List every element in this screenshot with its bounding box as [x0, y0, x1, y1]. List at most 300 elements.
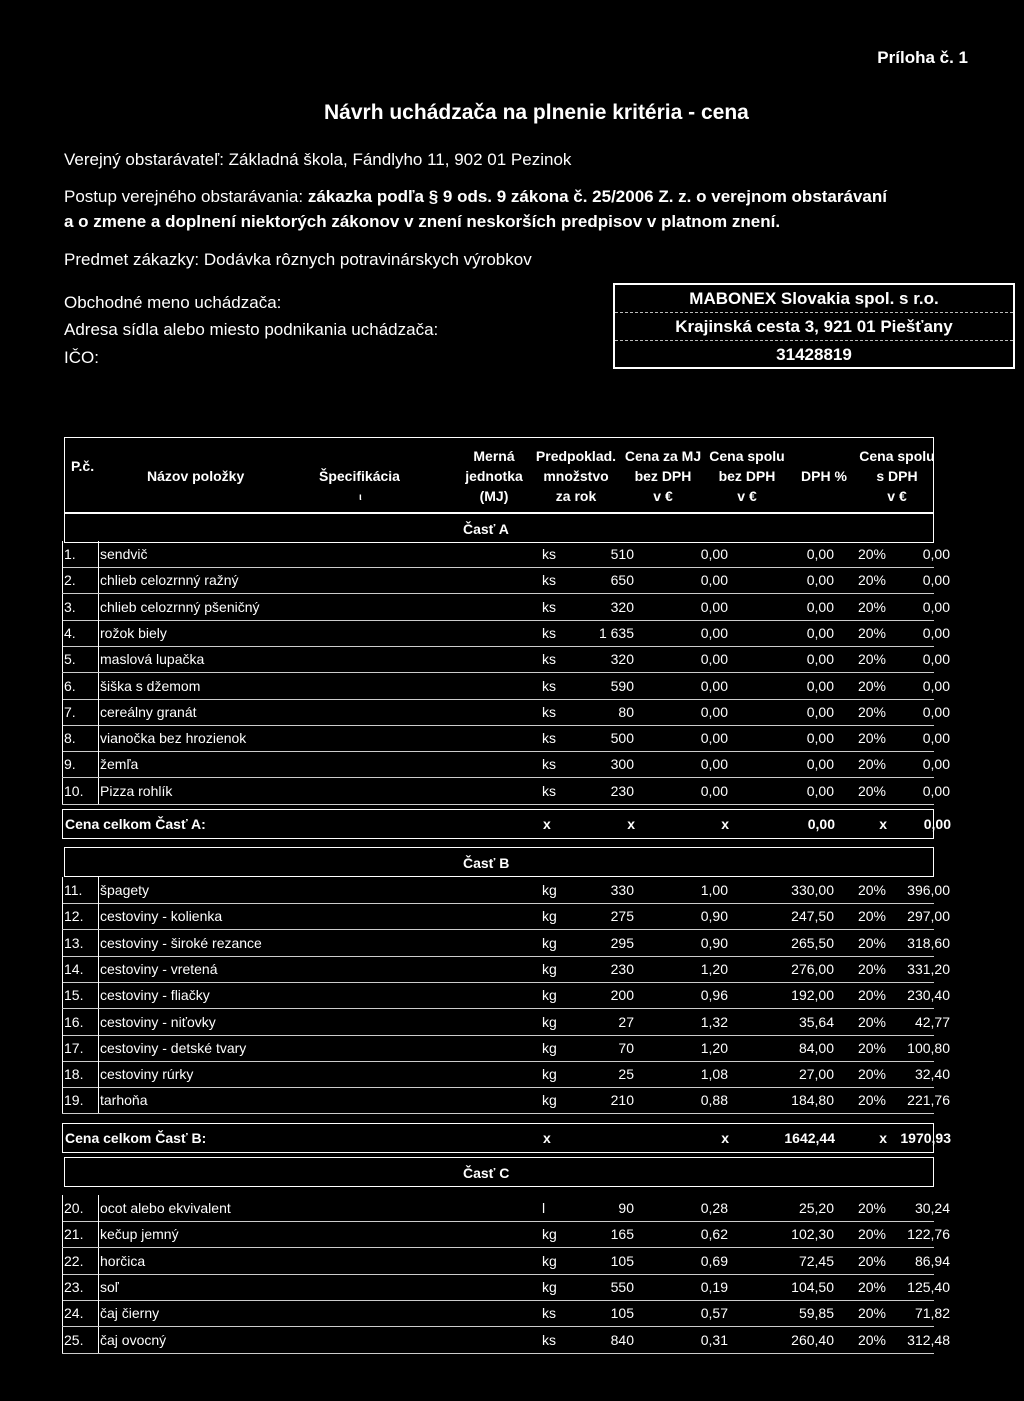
cell-qty: 650 [610, 572, 634, 589]
cell-mj: kg [542, 960, 557, 977]
cell-dph: 20% [857, 1252, 886, 1269]
table-row [62, 673, 950, 700]
table-row [62, 903, 950, 930]
row-number: 16. [64, 1013, 84, 1030]
cell-border [62, 751, 63, 777]
cell-spolu: 265,50 [791, 934, 834, 951]
cell-sdph: 0,00 [922, 624, 950, 641]
item-name: ocot alebo ekvivalent [100, 1200, 231, 1216]
cell-sdph: 312,48 [907, 1331, 950, 1348]
cell-dph: 20% [857, 1039, 886, 1056]
cell-mj: ks [542, 782, 556, 799]
cell-qty: 320 [610, 598, 634, 615]
cell-sdph: 0,00 [922, 572, 950, 589]
cell-spolu: 72,45 [798, 1252, 834, 1269]
bidder-info-box [613, 283, 1015, 369]
cell-cena: 0,69 [700, 1252, 728, 1269]
table-row [62, 930, 950, 957]
cell-cena: 1,00 [700, 882, 728, 898]
item-name: chlieb celozrnný ražný [100, 572, 239, 589]
cell-qty: 80 [618, 703, 634, 720]
table-row [62, 1327, 950, 1354]
item-name: kečup jemný [100, 1226, 179, 1243]
cell-spolu: 0,00 [806, 677, 834, 694]
cell-border [98, 930, 99, 956]
cell-qty: 300 [610, 756, 634, 773]
item-name: horčica [100, 1252, 146, 1269]
item-name: maslová lupačka [100, 651, 205, 668]
table-row [62, 725, 950, 752]
cell-dph: 20% [857, 1305, 886, 1322]
cell-border [98, 673, 99, 699]
cell-cena: 0,31 [700, 1331, 728, 1348]
table-row [62, 1087, 950, 1114]
cell-qty: 510 [610, 546, 634, 562]
row-number: 22. [64, 1252, 84, 1269]
cell-qty: 27 [618, 1013, 634, 1030]
cell-border [62, 673, 63, 699]
item-name: vianočka bez hrozienok [100, 730, 247, 747]
cell-spolu: 0,00 [806, 572, 834, 589]
cell-dph: 20% [857, 1331, 886, 1348]
cell-qty: 330 [610, 882, 634, 898]
cell-mj: kg [542, 1226, 557, 1243]
procedure-label: Postup verejného obstarávania: [64, 187, 304, 206]
cell-sdph: 30,24 [914, 1200, 950, 1216]
cell-cena: 0,00 [700, 546, 728, 562]
cell-sdph: 0,00 [922, 598, 950, 615]
header-dph: DPH % [801, 468, 847, 484]
cell-border [98, 778, 99, 804]
cell-border [62, 930, 63, 956]
cell-spolu: 0,00 [806, 730, 834, 747]
cell-border [98, 1061, 99, 1087]
row-number: 18. [64, 1066, 84, 1083]
cell-cena: 0,28 [700, 1200, 728, 1216]
table-row [62, 699, 950, 726]
cell-sdph: 0,00 [922, 651, 950, 668]
item-name: cestoviny - fliačky [100, 987, 210, 1004]
cell-border [98, 1195, 99, 1221]
part-header [64, 847, 934, 877]
cell-border [98, 541, 99, 567]
part-header [64, 1157, 934, 1187]
attachment-label: Príloha č. 1 [877, 48, 968, 67]
cell-mj: kg [542, 934, 557, 951]
item-name: cestoviny - široké rezance [100, 934, 262, 951]
cell-spolu: 276,00 [791, 960, 834, 977]
cell-border [98, 1087, 99, 1113]
cell-border [62, 1195, 63, 1221]
part-label: Časť A [463, 521, 509, 537]
cell-cena: 0,00 [700, 572, 728, 589]
bidder-ico: 31428819 [776, 345, 852, 364]
procurement-procedure [64, 187, 887, 207]
cell-mj: kg [542, 1092, 557, 1109]
cell-cena: 1,32 [700, 1013, 728, 1030]
cell-cena: 0,96 [700, 987, 728, 1004]
cell-border [62, 1221, 63, 1247]
item-name: cestoviny - detské tvary [100, 1039, 247, 1056]
cell-mj: ks [542, 546, 556, 562]
cell-dph: 20% [857, 1066, 886, 1083]
part-label: Časť B [463, 855, 510, 871]
cell-spolu: 192,00 [791, 987, 834, 1004]
cell-qty: 230 [610, 782, 634, 799]
cell-dph: 20% [857, 651, 886, 668]
row-number: 12. [64, 908, 84, 925]
cell-dph: 20% [857, 782, 886, 799]
row-number: 25. [64, 1331, 84, 1348]
row-number: 3. [64, 598, 76, 615]
bidder-name: MABONEX Slovakia spol. s r.o. [615, 285, 1013, 313]
header-mj-3: (MJ) [479, 488, 509, 504]
item-name: čaj čierny [100, 1305, 160, 1322]
cell-qty: 275 [610, 908, 634, 925]
header-cena [621, 446, 705, 506]
cell-border [62, 903, 63, 929]
cell-qty: 1 635 [598, 624, 634, 641]
total-mj: x [543, 816, 551, 832]
item-name: cereálny granát [100, 703, 197, 720]
table-row [62, 1300, 950, 1327]
cell-border [62, 620, 63, 646]
cell-cena: 0,00 [700, 730, 728, 747]
cell-dph: 20% [857, 624, 886, 641]
item-name: sendvič [100, 546, 148, 562]
item-name: Pizza rohlík [100, 782, 173, 799]
header-qty [531, 446, 621, 506]
total-cena: x [721, 1130, 729, 1146]
cell-mj: ks [542, 756, 556, 773]
table-row [62, 567, 950, 594]
cell-border [98, 877, 99, 903]
cell-qty: 105 [610, 1252, 634, 1269]
cell-sdph: 230,40 [907, 987, 950, 1004]
cell-sdph: 0,00 [922, 677, 950, 694]
cell-sdph: 42,77 [914, 1013, 950, 1030]
header-spolu-3: v € [737, 488, 757, 504]
total-mj: x [543, 1130, 551, 1146]
cell-cena: 0,00 [700, 598, 728, 615]
total-dph: x [879, 816, 887, 832]
table-row [62, 956, 950, 983]
table-row [62, 751, 950, 778]
table-row [62, 620, 950, 647]
table-row [62, 1061, 950, 1088]
cell-dph: 20% [857, 1200, 886, 1216]
header-mj [457, 446, 531, 506]
part-total-row [62, 1123, 951, 1153]
header-pc: P.č. [71, 458, 95, 474]
cell-border [62, 1061, 63, 1087]
cell-border [98, 594, 99, 620]
cell-sdph: 0,00 [922, 703, 950, 720]
cell-mj: kg [542, 908, 557, 925]
item-name: cestoviny - kolienka [100, 908, 223, 925]
cell-cena: 0,00 [700, 782, 728, 799]
cell-sdph: 100,80 [907, 1039, 950, 1056]
total-qty: x [627, 816, 635, 832]
cell-mj: ks [542, 624, 556, 641]
cell-border [62, 1327, 63, 1353]
row-number: 23. [64, 1278, 84, 1295]
row-number: 5. [64, 651, 76, 668]
row-number: 2. [64, 572, 76, 589]
cell-mj: kg [542, 1013, 557, 1030]
table-row [62, 1035, 950, 1062]
row-number: 20. [64, 1200, 84, 1216]
total-cena: x [721, 816, 729, 832]
cell-border [62, 778, 63, 804]
contracting-authority: Verejný obstarávateľ: Základná škola, Fándlyho 11, 902 01 Pezinok [64, 150, 572, 169]
table-row [62, 646, 950, 673]
header-qty-1: Predpoklad. [535, 448, 617, 464]
cell-sdph: 122,76 [907, 1226, 950, 1243]
bidder-name-label: Obchodné meno uchádzača: [64, 293, 282, 312]
item-name: cestoviny - niťovky [100, 1013, 216, 1030]
row-number: 1. [64, 546, 76, 562]
part-total-row [62, 809, 951, 839]
item-name: cestoviny - vretená [100, 960, 218, 977]
cell-border [98, 956, 99, 982]
cell-border [62, 1035, 63, 1061]
table-row [62, 778, 950, 805]
cell-border [62, 1248, 63, 1274]
cell-sdph: 396,00 [907, 882, 950, 898]
header-spec-mark: ι [359, 492, 362, 503]
cell-dph: 20% [857, 677, 886, 694]
cell-mj: ks [542, 1331, 556, 1348]
cell-sdph: 221,76 [907, 1092, 950, 1109]
row-number: 21. [64, 1226, 84, 1243]
item-name: tarhoňa [100, 1092, 148, 1109]
part-header [64, 513, 934, 543]
cell-dph: 20% [857, 703, 886, 720]
cell-sdph: 0,00 [922, 546, 950, 562]
bidder-address: Krajinská cesta 3, 921 01 Piešťany [615, 313, 1013, 341]
cell-qty: 165 [610, 1226, 634, 1243]
procedure-value-line2: a o zmene a doplnení niektorých zákonov v znení neskorších predpisov v platnom znení. [64, 212, 781, 231]
cell-sdph: 71,82 [914, 1305, 950, 1322]
cell-border [62, 1274, 63, 1300]
cell-cena: 0,57 [700, 1305, 728, 1322]
bidder-ico-label: IČO: [64, 348, 99, 367]
cell-spolu: 104,50 [791, 1278, 834, 1295]
cell-border [98, 982, 99, 1008]
cell-dph: 20% [857, 908, 886, 925]
cell-mj: ks [542, 703, 556, 720]
cell-border [62, 699, 63, 725]
total-sdph: 1970,93 [900, 1130, 951, 1146]
cell-sdph: 318,60 [907, 934, 950, 951]
total-spolu: 0,00 [807, 816, 835, 832]
total-dph: x [879, 1130, 887, 1146]
cell-sdph: 0,00 [922, 782, 950, 799]
page-title: Návrh uchádzača na plnenie kritéria - cena [324, 101, 749, 124]
header-cena-1: Cena za MJ [624, 448, 702, 464]
item-name: rožok biely [100, 624, 167, 641]
table-header [64, 437, 934, 513]
header-sdph [859, 446, 935, 506]
row-number: 10. [64, 782, 84, 799]
cell-cena: 0,00 [700, 703, 728, 720]
cell-qty: 295 [610, 934, 634, 951]
header-cena-3: v € [653, 488, 673, 504]
cell-dph: 20% [857, 1278, 886, 1295]
cell-sdph: 32,40 [914, 1066, 950, 1083]
cell-cena: 0,62 [700, 1226, 728, 1243]
cell-mj: kg [542, 1278, 557, 1295]
cell-mj: ks [542, 598, 556, 615]
cell-spolu: 0,00 [806, 651, 834, 668]
cell-border [98, 1248, 99, 1274]
header-qty-3: za rok [555, 488, 597, 504]
cell-spolu: 0,00 [806, 703, 834, 720]
cell-dph: 20% [857, 598, 886, 615]
cell-border [62, 646, 63, 672]
cell-dph: 20% [857, 882, 886, 898]
cell-spolu: 25,20 [798, 1200, 834, 1216]
cell-border [62, 1300, 63, 1326]
row-number: 6. [64, 677, 76, 694]
cell-sdph: 125,40 [907, 1278, 950, 1295]
cell-spolu: 260,40 [791, 1331, 834, 1348]
row-number: 17. [64, 1039, 84, 1056]
cell-qty: 200 [610, 987, 634, 1004]
header-name: Názov položky [147, 468, 245, 484]
table-row [62, 1248, 950, 1275]
cell-sdph: 86,94 [914, 1252, 950, 1269]
cell-spolu: 0,00 [806, 598, 834, 615]
cell-qty: 320 [610, 651, 634, 668]
row-number: 7. [64, 703, 76, 720]
row-number: 14. [64, 960, 84, 977]
cell-cena: 0,19 [700, 1278, 728, 1295]
cell-qty: 90 [618, 1200, 634, 1216]
cell-border [98, 1009, 99, 1035]
cell-cena: 0,88 [700, 1092, 728, 1109]
part-label: Časť C [463, 1165, 510, 1181]
table-row [62, 877, 950, 904]
cell-cena: 0,90 [700, 934, 728, 951]
cell-border [98, 646, 99, 672]
table-row [62, 1009, 950, 1036]
header-spec: Špecifikácia [319, 468, 400, 484]
cell-dph: 20% [857, 756, 886, 773]
cell-qty: 590 [610, 677, 634, 694]
cell-cena: 0,00 [700, 756, 728, 773]
cell-border [98, 699, 99, 725]
cell-spolu: 59,85 [798, 1305, 834, 1322]
cell-border [98, 1300, 99, 1326]
cell-dph: 20% [857, 987, 886, 1004]
cell-dph: 20% [857, 1092, 886, 1109]
cell-cena: 1,08 [700, 1066, 728, 1083]
bidder-address-label: Adresa sídla alebo miesto podnikania uchádzača: [64, 320, 439, 339]
cell-sdph: 0,00 [922, 730, 950, 747]
cell-sdph: 297,00 [907, 908, 950, 925]
cell-qty: 500 [610, 730, 634, 747]
cell-border [98, 567, 99, 593]
item-name: čaj ovocný [100, 1331, 167, 1348]
table-row [62, 982, 950, 1009]
cell-spolu: 0,00 [806, 546, 834, 562]
cell-dph: 20% [857, 730, 886, 747]
cell-qty: 230 [610, 960, 634, 977]
header-mj-2: jednotka [465, 468, 523, 484]
cell-border [98, 751, 99, 777]
cell-dph: 20% [857, 934, 886, 951]
cell-dph: 20% [857, 546, 886, 562]
cell-spolu: 27,00 [798, 1066, 834, 1083]
procedure-value: zákazka podľa § 9 ods. 9 zákona č. 25/2006 Z. z. o verejnom obstarávaní [307, 187, 887, 206]
total-spolu: 1642,44 [784, 1130, 835, 1146]
row-number: 11. [64, 882, 83, 898]
cell-mj: kg [542, 1252, 557, 1269]
header-spolu [705, 446, 789, 506]
cell-spolu: 0,00 [806, 756, 834, 773]
header-spolu-1: Cena spolu [709, 448, 785, 464]
row-number: 15. [64, 987, 84, 1004]
cell-border [98, 1274, 99, 1300]
cell-border [62, 1009, 63, 1035]
header-sdph-3: v € [887, 488, 907, 504]
cell-qty: 25 [618, 1066, 634, 1083]
row-number: 9. [64, 756, 76, 773]
item-name: špagety [100, 882, 150, 898]
row-number: 24. [64, 1305, 84, 1322]
item-name: soľ [100, 1278, 119, 1295]
total-sdph: 0,00 [923, 816, 951, 832]
header-mj-1: Merná [473, 448, 515, 464]
cell-mj: kg [542, 1066, 557, 1083]
cell-qty: 550 [610, 1278, 634, 1295]
contract-subject: Predmet zákazky: Dodávka rôznych potravinárskych výrobkov [64, 250, 532, 269]
cell-border [98, 1221, 99, 1247]
row-number: 13. [64, 934, 84, 951]
cell-spolu: 184,80 [791, 1092, 834, 1109]
cell-mj: ks [542, 677, 556, 694]
cell-qty: 70 [618, 1039, 634, 1056]
cell-cena: 0,00 [700, 651, 728, 668]
table-row [62, 1221, 950, 1248]
cell-border [98, 725, 99, 751]
cell-border [98, 903, 99, 929]
cell-cena: 1,20 [700, 1039, 728, 1056]
cell-spolu: 0,00 [806, 624, 834, 641]
cell-mj: kg [542, 882, 557, 898]
cell-sdph: 0,00 [922, 756, 950, 773]
cell-spolu: 0,00 [806, 782, 834, 799]
cell-border [62, 1087, 63, 1113]
total-label: Cena celkom Časť A: [65, 816, 206, 832]
item-name: žemľa [100, 756, 139, 773]
header-spolu-2: bez DPH [718, 468, 776, 484]
table-row [62, 1195, 950, 1222]
cell-qty: 210 [610, 1092, 634, 1109]
cell-mj: kg [542, 987, 557, 1004]
item-name: chlieb celozrnný pšeničný [100, 598, 260, 615]
total-label: Cena celkom Časť B: [65, 1130, 207, 1146]
header-sdph-2: s DPH [876, 468, 918, 484]
cell-mj: ks [542, 651, 556, 668]
cell-border [62, 594, 63, 620]
cell-border [62, 877, 63, 903]
cell-spolu: 247,50 [791, 908, 834, 925]
cell-dph: 20% [857, 1013, 886, 1030]
table-row [62, 541, 950, 568]
